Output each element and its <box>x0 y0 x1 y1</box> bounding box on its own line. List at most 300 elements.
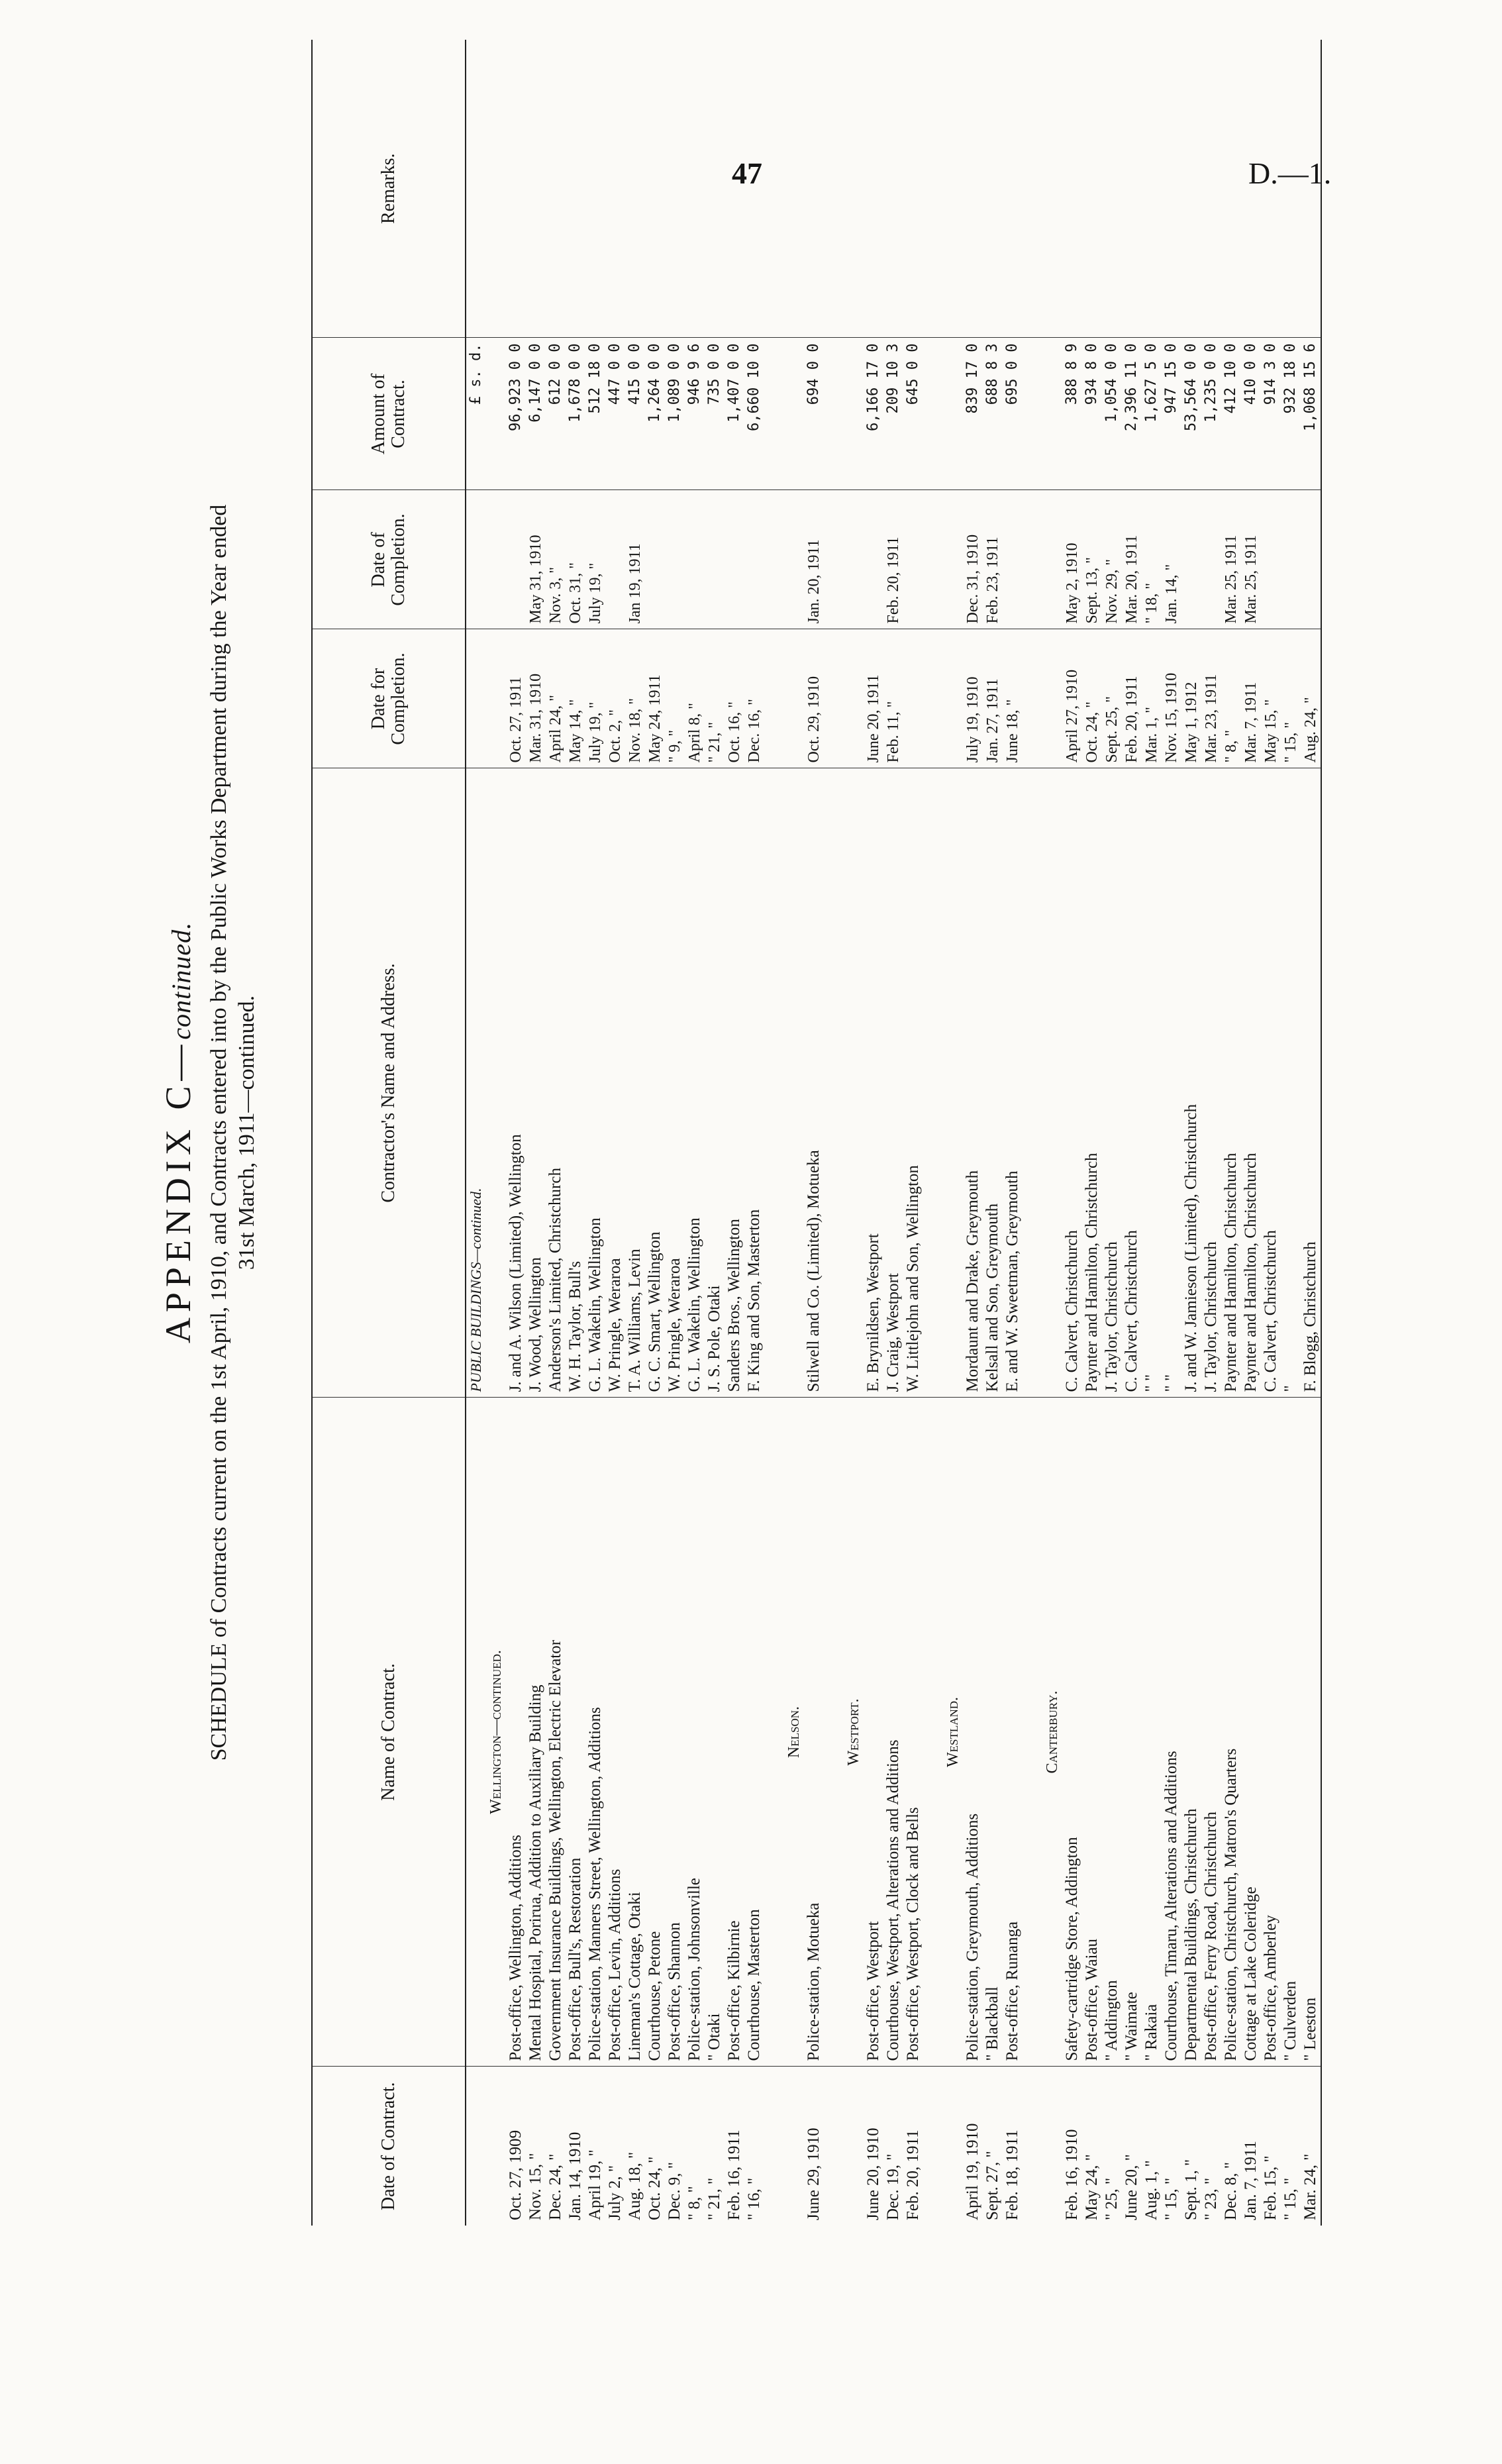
table-row <box>725 40 744 2226</box>
date-of-completion-cell <box>1181 490 1201 629</box>
rotated-schedule <box>152 40 1397 2226</box>
amount-cell: 1,678 0 0 <box>566 338 585 490</box>
amount-cell: 6,147 0 0 <box>526 338 546 490</box>
date-of-contract-cell: Jan. 7, 1911 <box>1242 2141 1260 2220</box>
remarks-cell <box>1281 40 1301 338</box>
document-reference: D.—1. <box>1248 156 1332 190</box>
table-row <box>566 40 585 2226</box>
table-row <box>1122 40 1142 2226</box>
date-of-completion-cell: Jan. 14, " <box>1162 490 1181 629</box>
date-for-completion-cell: " 8, " <box>1221 629 1241 768</box>
amount-cell: 1,264 0 0 <box>645 338 665 490</box>
date-of-contract-cell: June 20, " <box>1123 2154 1140 2220</box>
contractor-cell: W. Pringle, Weraroa <box>605 768 625 1398</box>
amount-cell: 410 0 0 <box>1241 338 1261 490</box>
date-of-completion-cell: Mar. 20, 1911 <box>1122 490 1142 629</box>
contractor-cell: G. L. Wakelin, Wellington <box>585 768 605 1398</box>
section-public-buildings: PUBLIC BUILDINGS—continued. <box>466 768 486 1398</box>
remarks-cell <box>585 40 605 338</box>
col-amount: Amount of Contract. <box>312 338 466 490</box>
contractor-cell: J. Craig, Westport <box>883 768 903 1398</box>
date-of-completion-cell <box>864 490 883 629</box>
name-of-contract-cell: Departmental Buildings, Christchurch <box>1181 1398 1201 2067</box>
amount-cell: 688 8 3 <box>983 338 1003 490</box>
date-for-completion-cell: Feb. 20, 1911 <box>1122 629 1142 768</box>
amount-cell: 447 0 0 <box>605 338 625 490</box>
date-of-contract-cell: Dec. 8, " <box>1222 2162 1240 2220</box>
date-of-completion-cell <box>605 490 625 629</box>
table-row <box>983 40 1003 2226</box>
remarks-cell <box>1181 40 1201 338</box>
table-row <box>1102 40 1122 2226</box>
table-row <box>1261 40 1281 2226</box>
section-heading: Nelson. <box>784 1398 804 2067</box>
table-row <box>903 40 923 2226</box>
date-of-contract-cell: " 16, " <box>745 2177 763 2220</box>
name-of-contract-cell: Post-office, Runanga <box>1003 1398 1023 2067</box>
date-of-contract-cell: June 29, 1910 <box>805 2128 823 2220</box>
remarks-cell <box>1102 40 1122 338</box>
date-of-contract-cell: Oct. 24, " <box>646 2156 664 2220</box>
contractor-cell: Mordaunt and Drake, Greymouth <box>963 768 983 1398</box>
section-heading: Wellington—continued. <box>486 1398 506 2067</box>
table-row <box>1162 40 1181 2226</box>
remarks-cell <box>1261 40 1281 338</box>
section-heading-row <box>943 40 963 2226</box>
amount-cell: 695 0 0 <box>1003 338 1023 490</box>
name-of-contract-cell: " Waimate <box>1122 1398 1142 2067</box>
date-of-completion-cell <box>725 490 744 629</box>
date-for-completion-cell: Nov. 15, 1910 <box>1162 629 1181 768</box>
date-of-completion-cell <box>744 490 764 629</box>
amount-cell: 412 10 0 <box>1221 338 1241 490</box>
amount-cell: 839 17 0 <box>963 338 983 490</box>
name-of-contract-cell: " Blackball <box>983 1398 1003 2067</box>
amount-cell: 209 10 3 <box>883 338 903 490</box>
amount-cell: 694 0 0 <box>804 338 824 490</box>
date-of-completion-cell: July 19, " <box>585 490 605 629</box>
contractor-cell: J. Taylor, Christchurch <box>1102 768 1122 1398</box>
name-of-contract-cell: Post-office, Waiau <box>1082 1398 1102 2067</box>
date-of-contract-cell: Nov. 15, " <box>526 2153 544 2220</box>
appendix-label: APPENDIX C— <box>158 1039 198 1344</box>
table-row <box>506 40 526 2226</box>
table-row <box>645 40 665 2226</box>
schedule-title-cont: 31st March, 1911—continued. <box>234 995 259 1270</box>
contractor-cell: F. Blogg, Christchurch <box>1301 768 1321 1398</box>
date-of-contract-cell: Feb. 20, 1911 <box>904 2130 922 2220</box>
name-of-contract-cell: Government Insurance Buildings, Wellington, Electric Elevator <box>546 1398 566 2067</box>
date-for-completion-cell: " 21, " <box>705 629 725 768</box>
amount-cell: 934 8 0 <box>1082 338 1102 490</box>
section-heading: Westport. <box>844 1398 864 2067</box>
date-of-completion-cell: Mar. 25, 1911 <box>1221 490 1241 629</box>
name-of-contract-cell: Post-office, Shannon <box>665 1398 685 2067</box>
table-row <box>963 40 983 2226</box>
date-of-contract-cell: May 24, " <box>1083 2154 1101 2220</box>
amount-cell: 932 18 0 <box>1281 338 1301 490</box>
amount-cell: 946 9 6 <box>685 338 705 490</box>
name-of-contract-cell: Post-office, Ferry Road, Christchurch <box>1201 1398 1221 2067</box>
section-spacer <box>824 40 844 2226</box>
name-of-contract-cell: Post-office, Bull's, Restoration <box>566 1398 585 2067</box>
contractor-cell: T. A. Williams, Levin <box>625 768 645 1398</box>
table-body <box>466 40 1321 2226</box>
remarks-cell <box>1241 40 1261 338</box>
contractor-cell: C. Calvert, Christchurch <box>1062 768 1082 1398</box>
amount-cell: 612 0 0 <box>546 338 566 490</box>
date-for-completion-cell: Sept. 25, " <box>1102 629 1122 768</box>
date-for-completion-cell: " 15, " <box>1281 629 1301 768</box>
page-number: 47 <box>732 156 762 190</box>
contractor-cell: E. and W. Sweetman, Greymouth <box>1003 768 1023 1398</box>
table-row <box>665 40 685 2226</box>
date-for-completion-cell: Mar. 7, 1911 <box>1241 629 1261 768</box>
section-heading: Westland. <box>943 1398 963 2067</box>
name-of-contract-cell: Police-station, Motueka <box>804 1398 824 2067</box>
name-of-contract-cell: " Addington <box>1102 1398 1122 2067</box>
date-of-completion-cell: May 2, 1910 <box>1062 490 1082 629</box>
table-row <box>705 40 725 2226</box>
table-row <box>605 40 625 2226</box>
name-of-contract-cell: Courthouse, Masterton <box>744 1398 764 2067</box>
appendix-continued: continued. <box>166 921 196 1040</box>
table-row <box>1003 40 1023 2226</box>
date-of-contract-cell: " 25, " <box>1103 2177 1121 2220</box>
date-of-completion-cell: May 31, 1910 <box>526 490 546 629</box>
date-of-contract-cell: " 15, " <box>1162 2177 1180 2220</box>
date-of-completion-cell <box>685 490 705 629</box>
date-of-completion-cell: Feb. 20, 1911 <box>883 490 903 629</box>
col-name-of-contract: Name of Contract. <box>312 1398 466 2067</box>
date-for-completion-cell: Mar. 1, " <box>1142 629 1162 768</box>
date-for-completion-cell: Dec. 16, " <box>744 629 764 768</box>
date-for-completion-cell: " 9, " <box>665 629 685 768</box>
date-for-completion-cell: Oct. 24, " <box>1082 629 1102 768</box>
name-of-contract-cell: " Otaki <box>705 1398 725 2067</box>
date-of-contract-cell: July 2, " <box>606 2165 624 2220</box>
name-of-contract-cell: Police-station, Greymouth, Additions <box>963 1398 983 2067</box>
contractor-cell: J. S. Pole, Otaki <box>705 768 725 1398</box>
contractor-cell: W. H. Taylor, Bull's <box>566 768 585 1398</box>
remarks-cell <box>1201 40 1221 338</box>
contractor-cell: W. Littlejohn and Son, Wellington <box>903 768 923 1398</box>
name-of-contract-cell: Courthouse, Petone <box>645 1398 665 2067</box>
amount-cell: 53,564 0 0 <box>1181 338 1201 490</box>
date-of-contract-cell: April 19, 1910 <box>964 2123 981 2220</box>
date-for-completion-cell: May 14, " <box>566 629 585 768</box>
name-of-contract-cell: Post-office, Amberley <box>1261 1398 1281 2067</box>
amount-cell: 1,627 5 0 <box>1142 338 1162 490</box>
table-row <box>1082 40 1102 2226</box>
amount-cell: 512 18 0 <box>585 338 605 490</box>
date-of-contract-cell: Aug. 1, " <box>1142 2160 1160 2220</box>
date-for-completion-cell: Mar. 23, 1911 <box>1201 629 1221 768</box>
date-for-completion-cell: Aug. 24, " <box>1301 629 1321 768</box>
date-of-contract-cell: Jan. 14, 1910 <box>566 2131 584 2220</box>
date-of-contract-cell: Dec. 24, " <box>546 2153 564 2220</box>
table-row <box>864 40 883 2226</box>
table-row <box>546 40 566 2226</box>
title-block <box>152 40 291 2226</box>
table-row <box>585 40 605 2226</box>
date-of-contract-cell: " 8, " <box>685 2186 703 2220</box>
table-row <box>804 40 824 2226</box>
date-of-contract-cell: " 23, " <box>1202 2177 1220 2220</box>
section-heading-row <box>844 40 864 2226</box>
table-row <box>883 40 903 2226</box>
remarks-cell <box>546 40 566 338</box>
table-row <box>1241 40 1261 2226</box>
date-of-completion-cell: Nov. 3, " <box>546 490 566 629</box>
remarks-cell <box>1003 40 1023 338</box>
date-for-completion-cell: Nov. 18, " <box>625 629 645 768</box>
date-of-completion-cell: Mar. 25, 1911 <box>1241 490 1261 629</box>
name-of-contract-cell: Post-office, Kilbirnie <box>725 1398 744 2067</box>
name-of-contract-cell: Police-station, Christchurch, Matron's Quarters <box>1221 1398 1241 2067</box>
date-for-completion-cell: June 18, " <box>1003 629 1023 768</box>
name-of-contract-cell: Post-office, Westport, Clock and Bells <box>903 1398 923 2067</box>
col-remarks: Remarks. <box>312 40 466 338</box>
date-of-completion-cell <box>903 490 923 629</box>
name-of-contract-cell: Safety-cartridge Store, Addington <box>1062 1398 1082 2067</box>
amount-cell: 947 15 0 <box>1162 338 1181 490</box>
remarks-cell <box>1082 40 1102 338</box>
section-heading-row <box>1042 40 1062 2226</box>
col-date-for-completion: Date for Completion. <box>312 629 466 768</box>
table-header-row <box>312 40 466 2226</box>
remarks-cell <box>864 40 883 338</box>
date-of-contract-cell: Feb. 18, 1911 <box>1003 2130 1021 2220</box>
name-of-contract-cell: Cottage at Lake Coleridge <box>1241 1398 1261 2067</box>
date-of-contract-cell: Feb. 16, 1910 <box>1063 2129 1081 2220</box>
remarks-cell <box>605 40 625 338</box>
date-for-completion-cell: May 15, " <box>1261 629 1281 768</box>
contracts-table <box>311 40 1322 2226</box>
amount-cell: 645 0 0 <box>903 338 923 490</box>
table-row <box>1221 40 1241 2226</box>
contractor-cell: " <box>1281 768 1301 1398</box>
date-for-completion-cell <box>903 629 923 768</box>
remarks-cell <box>625 40 645 338</box>
name-of-contract-cell: Police-station, Manners Street, Wellington, Additions <box>585 1398 605 2067</box>
name-of-contract-cell: " Culverden <box>1281 1398 1301 2067</box>
amount-cell: 6,660 10 0 <box>744 338 764 490</box>
table-row <box>526 40 546 2226</box>
table-row <box>1281 40 1301 2226</box>
section-heading: Canterbury. <box>1042 1398 1062 2067</box>
date-of-contract-cell: Sept. 1, " <box>1182 2159 1200 2220</box>
contractor-cell: Sanders Bros., Wellington <box>725 768 744 1398</box>
date-of-completion-cell: Oct. 31, " <box>566 490 585 629</box>
date-of-contract-cell: Mar. 24, " <box>1301 2067 1321 2226</box>
date-for-completion-cell: April 27, 1910 <box>1062 629 1082 768</box>
remarks-cell <box>665 40 685 338</box>
remarks-cell <box>566 40 585 338</box>
date-of-completion-cell <box>1201 490 1221 629</box>
remarks-cell <box>645 40 665 338</box>
date-of-contract-cell: Dec. 19, " <box>884 2153 902 2220</box>
remarks-cell <box>526 40 546 338</box>
remarks-cell <box>1221 40 1241 338</box>
contractor-cell: J. and W. Jamieson (Limited), Christchurch <box>1181 768 1201 1398</box>
date-of-contract-cell: Oct. 27, 1909 <box>507 2130 525 2220</box>
contractor-cell: E. Brynildsen, Westport <box>864 768 883 1398</box>
units-row <box>466 40 486 2226</box>
date-for-completion-cell: May 24, 1911 <box>645 629 665 768</box>
amount-cell: 415 0 0 <box>625 338 645 490</box>
remarks-cell <box>1142 40 1162 338</box>
date-of-completion-cell: Jan. 20, 1911 <box>804 490 824 629</box>
date-of-contract-cell: June 20, 1910 <box>864 2128 882 2220</box>
remarks-cell <box>1122 40 1142 338</box>
name-of-contract-cell: Post-office, Westport <box>864 1398 883 2067</box>
contractor-cell: G. L. Wakelin, Wellington <box>685 768 705 1398</box>
date-of-completion-cell: Nov. 29, " <box>1102 490 1122 629</box>
contractor-cell: Paynter and Hamilton, Christchurch <box>1082 768 1102 1398</box>
remarks-cell <box>1162 40 1181 338</box>
amount-cell: 388 8 9 <box>1062 338 1082 490</box>
contractor-cell: C. Calvert, Christchurch <box>1261 768 1281 1398</box>
table-row <box>685 40 705 2226</box>
table-row <box>1142 40 1162 2226</box>
remarks-cell <box>725 40 744 338</box>
table-row <box>1062 40 1082 2226</box>
table-row <box>744 40 764 2226</box>
table-row <box>1301 40 1321 2226</box>
section-heading-row <box>784 40 804 2226</box>
col-date-of-completion: Date of Completion. <box>312 490 466 629</box>
amount-cell: 1,068 15 6 <box>1301 338 1321 490</box>
amount-units: £ s. d. <box>466 338 486 490</box>
name-of-contract-cell: " Leeston <box>1301 1398 1321 2067</box>
contractor-cell: " " <box>1162 768 1181 1398</box>
date-of-contract-cell: Dec. 9, " <box>666 2162 683 2220</box>
amount-cell: 1,089 0 0 <box>665 338 685 490</box>
contractor-cell: J. Taylor, Christchurch <box>1201 768 1221 1398</box>
date-of-completion-cell <box>645 490 665 629</box>
date-for-completion-cell: Oct. 27, 1911 <box>506 629 526 768</box>
contractor-cell: G. C. Smart, Wellington <box>645 768 665 1398</box>
date-of-completion-cell: Sept. 13, " <box>1082 490 1102 629</box>
date-of-completion-cell <box>1301 490 1321 629</box>
date-of-completion-cell <box>665 490 685 629</box>
name-of-contract-cell: Courthouse, Westport, Alterations and Additions <box>883 1398 903 2067</box>
date-for-completion-cell: Jan. 27, 1911 <box>983 629 1003 768</box>
contractor-cell: C. Calvert, Christchurch <box>1122 768 1142 1398</box>
date-of-completion-cell <box>1261 490 1281 629</box>
date-of-completion-cell: Feb. 23, 1911 <box>983 490 1003 629</box>
amount-cell: 1,235 0 0 <box>1201 338 1221 490</box>
remarks-cell <box>804 40 824 338</box>
remarks-cell <box>705 40 725 338</box>
date-for-completion-cell: June 20, 1911 <box>864 629 883 768</box>
amount-cell: 735 0 0 <box>705 338 725 490</box>
date-of-completion-cell <box>705 490 725 629</box>
table-row <box>1201 40 1221 2226</box>
date-of-contract-cell: Feb. 15, " <box>1262 2155 1279 2220</box>
section-spacer <box>1023 40 1042 2226</box>
appendix-title <box>158 40 199 2226</box>
name-of-contract-cell: Mental Hospital, Porirua, Addition to Auxiliary Building <box>526 1398 546 2067</box>
remarks-cell <box>744 40 764 338</box>
amount-cell: 914 3 0 <box>1261 338 1281 490</box>
date-for-completion-cell: May 1, 1912 <box>1181 629 1201 768</box>
date-of-contract-cell: Aug. 18, " <box>626 2151 644 2220</box>
remarks-cell <box>963 40 983 338</box>
date-for-completion-cell: July 19, 1910 <box>963 629 983 768</box>
table-row <box>625 40 645 2226</box>
date-of-contract-cell: Sept. 27, " <box>983 2151 1001 2220</box>
amount-cell: 1,407 0 0 <box>725 338 744 490</box>
date-of-contract-cell: Feb. 16, 1911 <box>725 2130 743 2220</box>
name-of-contract-cell: " Rakaia <box>1142 1398 1162 2067</box>
amount-cell: 2,396 11 0 <box>1122 338 1142 490</box>
date-for-completion-cell: Oct. 2, " <box>605 629 625 768</box>
name-of-contract-cell: Post-office, Wellington, Additions <box>506 1398 526 2067</box>
date-of-contract-cell: " 15, " <box>1281 2177 1299 2220</box>
date-of-completion-cell <box>1281 490 1301 629</box>
section-spacer <box>764 40 784 2226</box>
contractor-cell: Kelsall and Son, Greymouth <box>983 768 1003 1398</box>
name-of-contract-cell: Courthouse, Timaru, Alterations and Additions <box>1162 1398 1181 2067</box>
name-of-contract-cell: Post-office, Levin, Additions <box>605 1398 625 2067</box>
remarks-cell <box>983 40 1003 338</box>
date-for-completion-cell: July 19, " <box>585 629 605 768</box>
date-of-completion-cell: Dec. 31, 1910 <box>963 490 983 629</box>
date-for-completion-cell: April 8, " <box>685 629 705 768</box>
col-contractor: Contractor's Name and Address. <box>312 768 466 1398</box>
section-spacer <box>923 40 943 2226</box>
date-for-completion-cell: April 24, " <box>546 629 566 768</box>
contractor-cell: W. Pringle, Weraroa <box>665 768 685 1398</box>
date-of-contract-cell: " 21, " <box>705 2177 723 2220</box>
contractor-cell: " " <box>1142 768 1162 1398</box>
date-for-completion-cell: Feb. 11, " <box>883 629 903 768</box>
remarks-cell <box>883 40 903 338</box>
contractor-cell: J. Wood, Wellington <box>526 768 546 1398</box>
date-for-completion-cell: Oct. 16, " <box>725 629 744 768</box>
remarks-cell <box>903 40 923 338</box>
remarks-cell <box>506 40 526 338</box>
date-for-completion-cell: Oct. 29, 1910 <box>804 629 824 768</box>
table-row <box>1181 40 1201 2226</box>
date-of-completion-cell: Jan 19, 1911 <box>625 490 645 629</box>
date-of-completion-cell <box>1003 490 1023 629</box>
remarks-cell <box>1062 40 1082 338</box>
date-of-contract-cell: April 19, " <box>586 2149 604 2220</box>
name-of-contract-cell: Lineman's Cottage, Otaki <box>625 1398 645 2067</box>
date-of-completion-cell: " 18, " <box>1142 490 1162 629</box>
contractor-cell: Anderson's Limited, Christchurch <box>546 768 566 1398</box>
schedule-title: SCHEDULE of Contracts current on the 1st April, 1910, and Contracts entered into by the Public Works Department during the Year ended <box>207 504 231 1761</box>
col-date-of-contract: Date of Contract. <box>312 2067 466 2226</box>
contractor-cell: F. King and Son, Masterton <box>744 768 764 1398</box>
contractor-cell: Paynter and Hamilton, Christchurch <box>1221 768 1241 1398</box>
date-of-completion-cell <box>506 490 526 629</box>
amount-cell: 1,054 0 0 <box>1102 338 1122 490</box>
contractor-cell: Stilwell and Co. (Limited), Motueka <box>804 768 824 1398</box>
section-heading-row <box>486 40 506 2226</box>
amount-cell: 96,923 0 0 <box>506 338 526 490</box>
amount-cell: 6,166 17 0 <box>864 338 883 490</box>
name-of-contract-cell: Police-station, Johnsonville <box>685 1398 705 2067</box>
remarks-cell <box>685 40 705 338</box>
contractor-cell: Paynter and Hamilton, Christchurch <box>1241 768 1261 1398</box>
contractor-cell: J. and A. Wilson (Limited), Wellington <box>506 768 526 1398</box>
date-for-completion-cell: Mar. 31, 1910 <box>526 629 546 768</box>
remarks-cell <box>1301 40 1321 338</box>
